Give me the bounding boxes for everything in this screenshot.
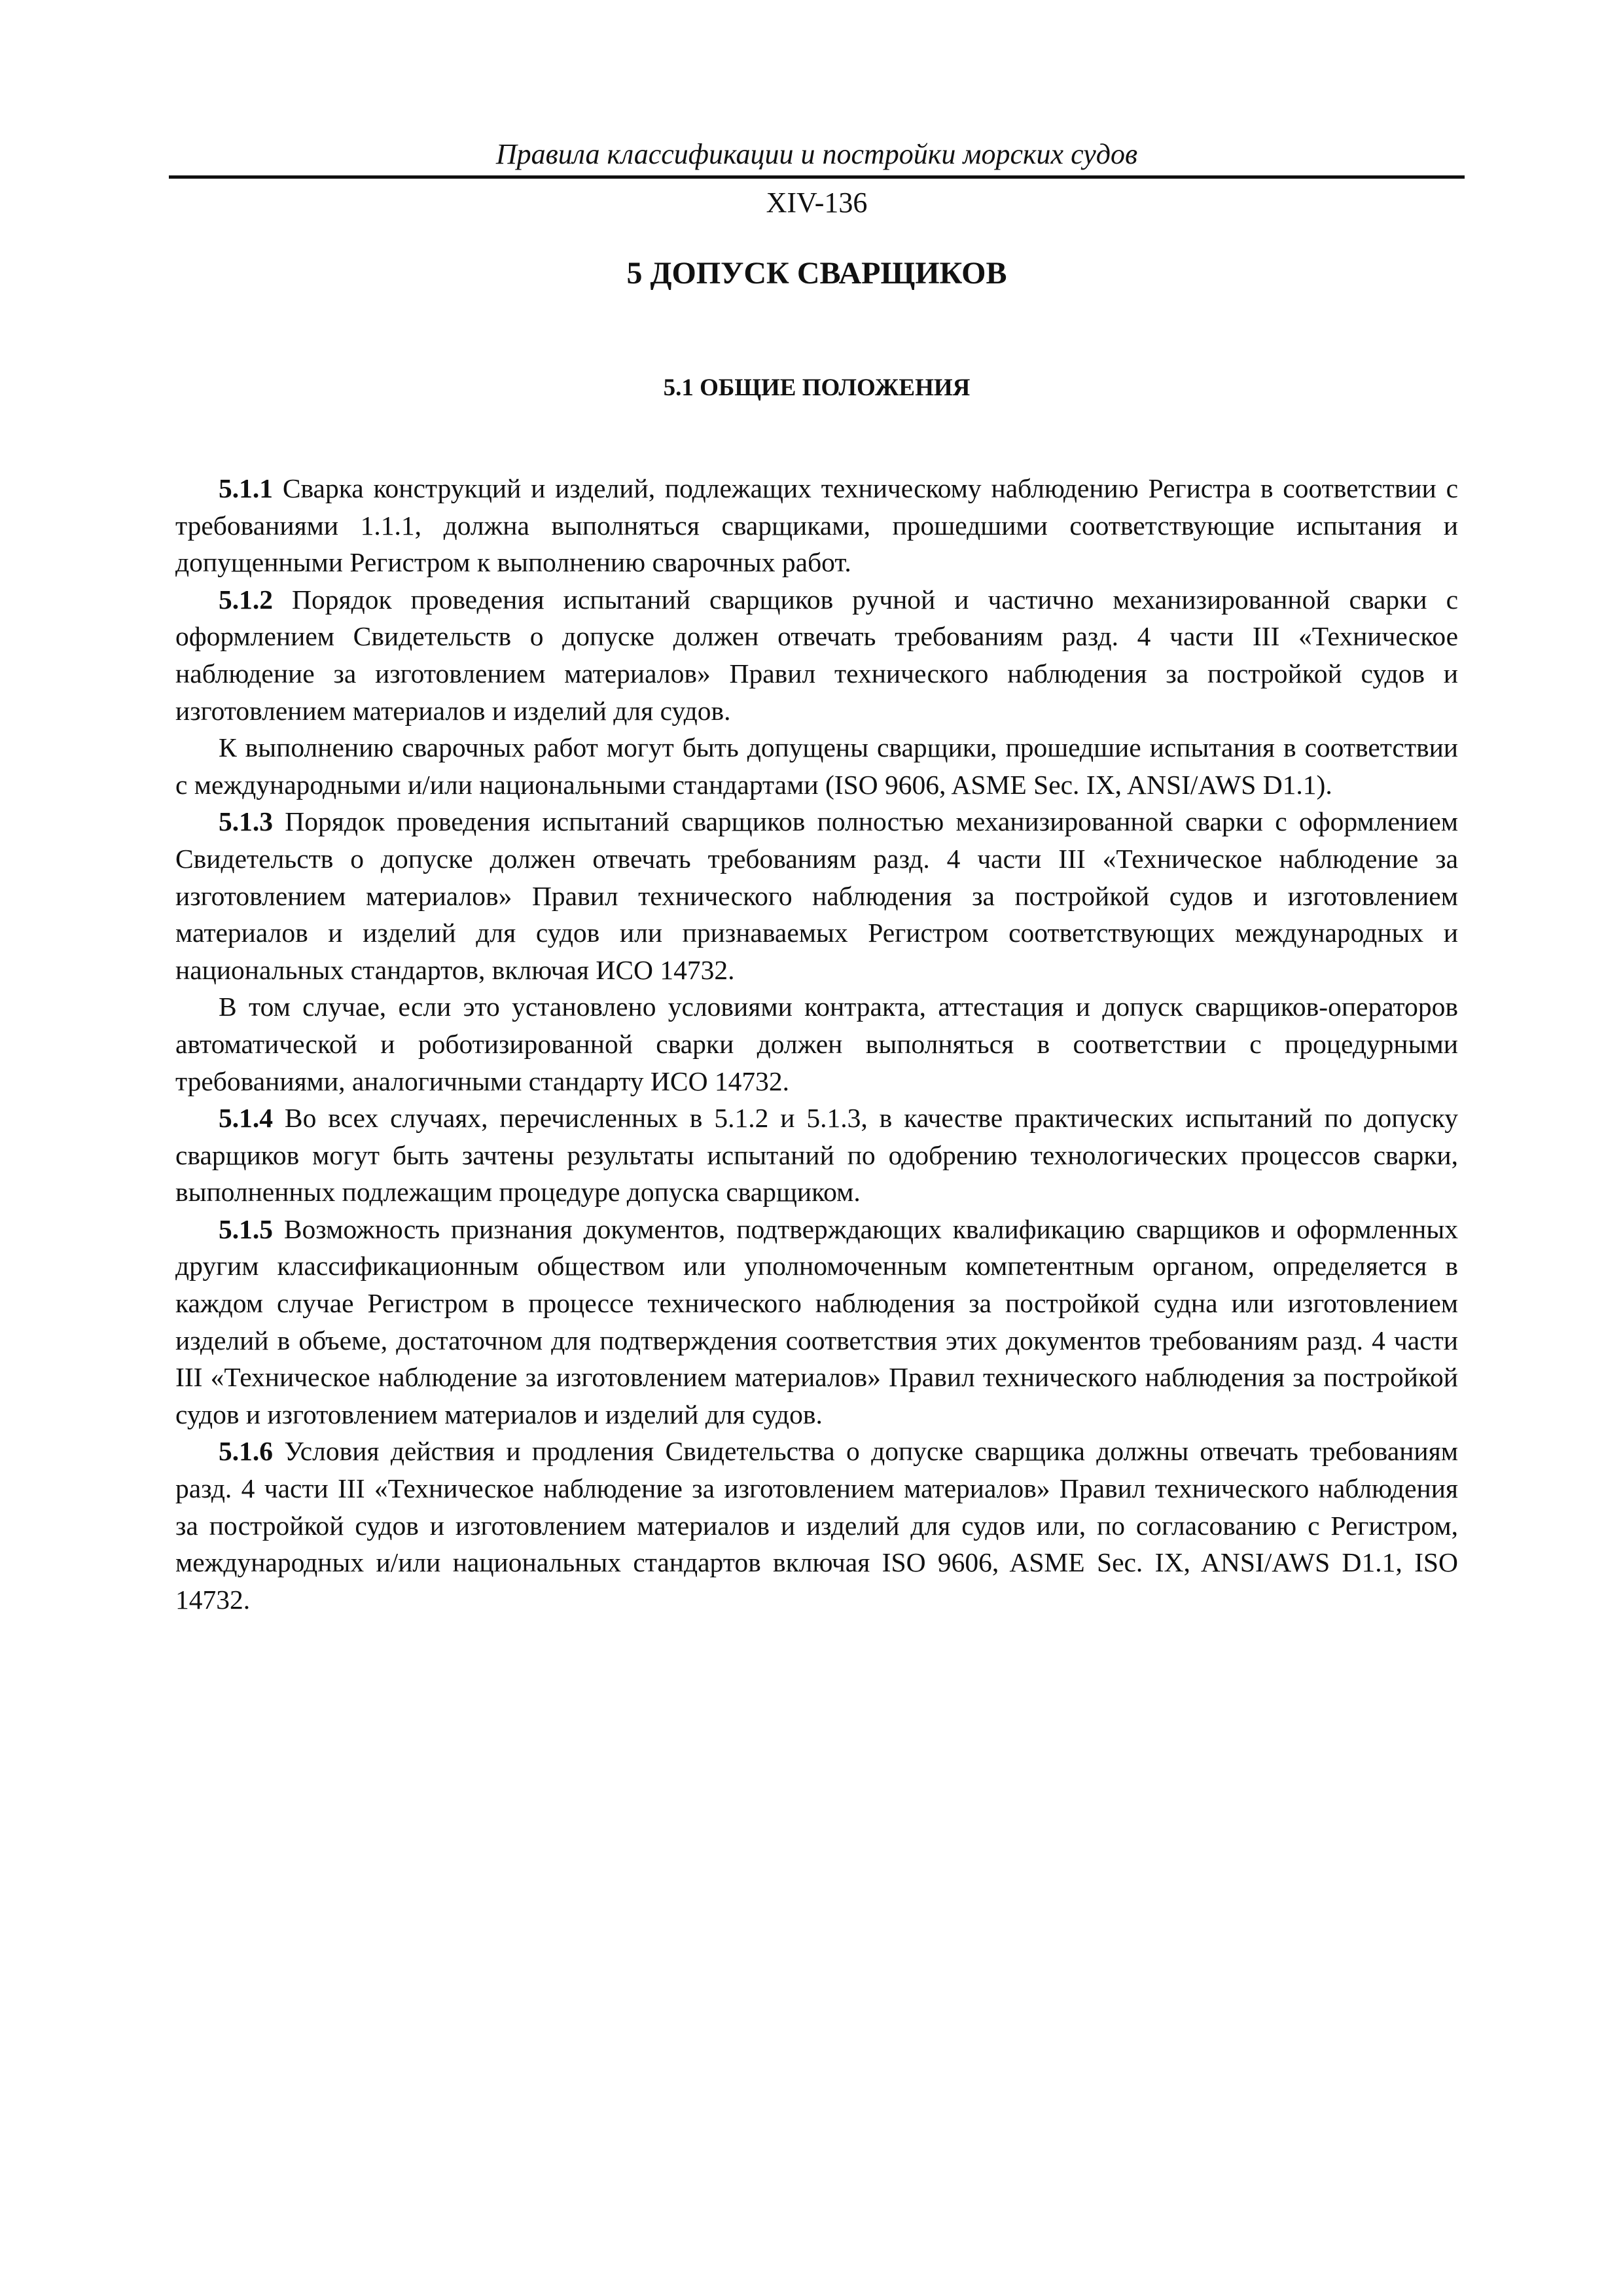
- page-number: XIV-136: [766, 187, 868, 219]
- paragraph-text: Сварка конструкций и изделий, подлежащих техническому наблюдению Регистра в соответствии с требованиями 1.1.1, должна выполняться сварщиками, прошедшими соответствующие испытания и допущенными Регистром к выполнению сварочных работ.: [175, 473, 1458, 578]
- clause-number: 5.1.1: [219, 473, 273, 503]
- running-title: Правила классификации и постройки морских судов: [495, 138, 1138, 170]
- body-text: [175, 470, 1458, 1618]
- paragraph-5-1-5: [175, 1211, 1458, 1433]
- clause-number: 5.1.6: [219, 1436, 273, 1467]
- paragraph-5-1-3: [175, 803, 1458, 988]
- paragraph-5-1-4: [175, 1100, 1458, 1211]
- header-rule: [169, 175, 1465, 179]
- paragraph-5-1-2-continued: [175, 729, 1458, 803]
- paragraph-text: Порядок проведения испытаний сварщиков ручной и частично механизированной сварки с оформлением Свидетельств о допуске должен отвечать требованиям разд. 4 части III «Техническое наблюдение за изготовлением материалов» Правил технического наблюдения за постройкой судов и изготовлением материалов и изделий для судов.: [175, 584, 1458, 726]
- paragraph-text: Возможность признания документов, подтверждающих квалификацию сварщиков и оформленных другим классификационным обществом или уполномоченным компетентным органом, определяется в каждом случае Регистром в процессе технического наблюдения за постройкой судна или изготовлением изделий в объеме, достаточном для подтверждения соответствия этих документов требованиям разд. 4 части III «Техническое наблюдение за изготовлением материалов» Правил технического наблюдения за постройкой судов и изготовлением материалов и изделий для судов.: [175, 1213, 1458, 1429]
- paragraph-5-1-6: [175, 1433, 1458, 1618]
- clause-number: 5.1.2: [219, 584, 273, 615]
- paragraph-text: Порядок проведения испытаний сварщиков полностью механизированной сварки с оформлением Свидетельств о допуске должен отвечать требованиям разд. 4 части III «Техническое наблюдение за изготовлением материалов» Правил технического наблюдения за постройкой судов и изготовлением материалов и изделий для судов или признаваемых Регистром соответствующих международных и национальных стандартов, включая ИСО 14732.: [175, 806, 1458, 985]
- paragraph-5-1-1: [175, 470, 1458, 581]
- clause-number: 5.1.4: [219, 1103, 273, 1134]
- paragraph-text: В том случае, если это установлено условиями контракта, аттестация и допуск сварщиков-операторов автоматической и роботизированной сварки должен выполняться в соответствии с процедурными требованиями, аналогичными стандарту ИСО 14732.: [175, 992, 1458, 1096]
- section-title: 5.1 ОБЩИЕ ПОЛОЖЕНИЯ: [663, 374, 971, 401]
- chapter-title: 5 ДОПУСК СВАРЩИКОВ: [626, 256, 1007, 291]
- clause-number: 5.1.5: [219, 1213, 273, 1244]
- clause-number: 5.1.3: [219, 806, 273, 837]
- paragraph-text: Во всех случаях, перечисленных в 5.1.2 и 5.1.3, в качестве практических испытаний по допуску сварщиков могут быть зачтены результаты испытаний по одобрению технологических процессов сварки, выполненных подлежащим процедуре допуска сварщиком.: [175, 1103, 1458, 1208]
- paragraph-text: К выполнению сварочных работ могут быть допущены сварщики, прошедшие испытания в соответствии с международными и/или национальными стандартами (ISO 9606, ASME Sec. IX, ANSI/AWS D1.1).: [175, 732, 1458, 800]
- paragraph-5-1-2: [175, 581, 1458, 729]
- paragraph-5-1-3-continued: [175, 988, 1458, 1100]
- paragraph-text: Условия действия и продления Свидетельства о допуске сварщика должны отвечать требованиям разд. 4 части III «Техническое наблюдение за изготовлением материалов» Правил технического наблюдения за постройкой судов и изготовлением материалов и изделий для судов или, по согласованию с Регистром, международных и/или национальных стандартов включая ISO 9606, ASME Sec. IX, ANSI/AWS D1.1, ISO 14732.: [175, 1436, 1458, 1615]
